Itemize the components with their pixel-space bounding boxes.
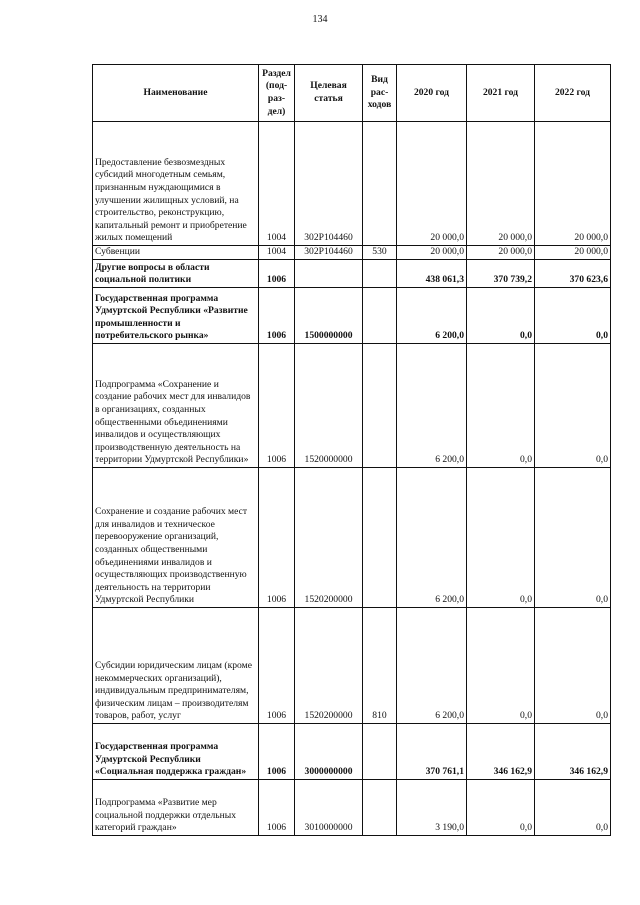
row-article: 3000000000 [295,724,363,780]
row-type: 810 [363,608,397,724]
row-2020: 370 761,1 [397,724,467,780]
row-name: Субсидии юридическим лицам (кроме некоммерческих организаций), индивидуальным предпринимателям, физическим лицам – производителям товаров, работ, услуг [93,608,259,724]
row-2021: 0,0 [467,468,535,608]
row-type: 530 [363,246,397,260]
row-2020: 6 200,0 [397,468,467,608]
row-2021: 370 739,2 [467,260,535,288]
row-2022: 0,0 [535,288,611,344]
row-section: 1004 [259,246,295,260]
table-row [93,724,611,780]
table-row [93,288,611,344]
row-type [363,344,397,468]
table-row [93,780,611,836]
row-article: 3010000000 [295,780,363,836]
row-article [295,260,363,288]
row-article: 302P104460 [295,122,363,246]
header-2021: 2021 год [467,65,535,122]
row-2020: 438 061,3 [397,260,467,288]
table-row [93,468,611,608]
table-header-row [93,65,611,122]
header-2022: 2022 год [535,65,611,122]
page-number: 134 [312,14,328,25]
row-2022: 0,0 [535,344,611,468]
row-2020: 6 200,0 [397,344,467,468]
row-2020: 20 000,0 [397,246,467,260]
table-row [93,260,611,288]
row-name: Предоставление безвозмездных субсидий многодетным семьям, признанным нуждающимися в улучшении жилищных условий, на строительство, реконструкцию, капитальный ремонт и приобретение жилых помещений [93,122,259,246]
table-row [93,246,611,260]
row-type [363,288,397,344]
row-name: Субвенции [93,246,259,260]
row-type [363,122,397,246]
row-name: Подпрограмма «Сохранение и создание рабочих мест для инвалидов в организациях, созданных общественными объединениями инвалидов и осуществляющих производственную деятельность на территории Удмуртской Республики» [93,344,259,468]
row-section: 1004 [259,122,295,246]
row-2022: 346 162,9 [535,724,611,780]
row-name: Государственная программа Удмуртской Республики «Социальная поддержка граждан» [93,724,259,780]
row-article: 1520200000 [295,608,363,724]
row-2021: 20 000,0 [467,246,535,260]
row-2021: 0,0 [467,780,535,836]
row-2022: 20 000,0 [535,246,611,260]
row-name: Другие вопросы в области социальной политики [93,260,259,288]
row-article: 1520200000 [295,468,363,608]
row-article: 1500000000 [295,288,363,344]
row-2022: 370 623,6 [535,260,611,288]
row-section: 1006 [259,608,295,724]
row-section: 1006 [259,344,295,468]
row-name: Подпрограмма «Развитие мер социальной поддержки отдельных категорий граждан» [93,780,259,836]
row-name: Государственная программа Удмуртской Республики «Развитие промышленности и потребительского рынка» [93,288,259,344]
row-section: 1006 [259,260,295,288]
row-2022: 0,0 [535,468,611,608]
row-article: 302P104460 [295,246,363,260]
row-section: 1006 [259,288,295,344]
row-2020: 3 190,0 [397,780,467,836]
row-type [363,468,397,608]
row-article: 1520000000 [295,344,363,468]
row-type [363,260,397,288]
row-2020: 6 200,0 [397,288,467,344]
table-row [93,344,611,468]
row-2022: 0,0 [535,608,611,724]
header-type: Вид рас-ходов [363,65,397,122]
row-2021: 0,0 [467,608,535,724]
row-2022: 0,0 [535,780,611,836]
row-type [363,780,397,836]
header-name: Наименование [93,65,259,122]
header-article: Целевая статья [295,65,363,122]
row-2021: 0,0 [467,344,535,468]
row-2022: 20 000,0 [535,122,611,246]
row-2021: 346 162,9 [467,724,535,780]
row-section: 1006 [259,468,295,608]
row-name: Сохранение и создание рабочих мест для инвалидов и техническое перевооружение организаций, созданных общественными объединениями инвалидов и осуществляющих производственную деятельность на территории Удмуртской Республики [93,468,259,608]
row-2021: 0,0 [467,288,535,344]
row-section: 1006 [259,780,295,836]
header-section: Раздел (под-раз-дел) [259,65,295,122]
row-2020: 20 000,0 [397,122,467,246]
budget-table [92,64,611,836]
row-section: 1006 [259,724,295,780]
row-2021: 20 000,0 [467,122,535,246]
table-row [93,608,611,724]
row-2020: 6 200,0 [397,608,467,724]
row-type [363,724,397,780]
table-row [93,122,611,246]
header-2020: 2020 год [397,65,467,122]
